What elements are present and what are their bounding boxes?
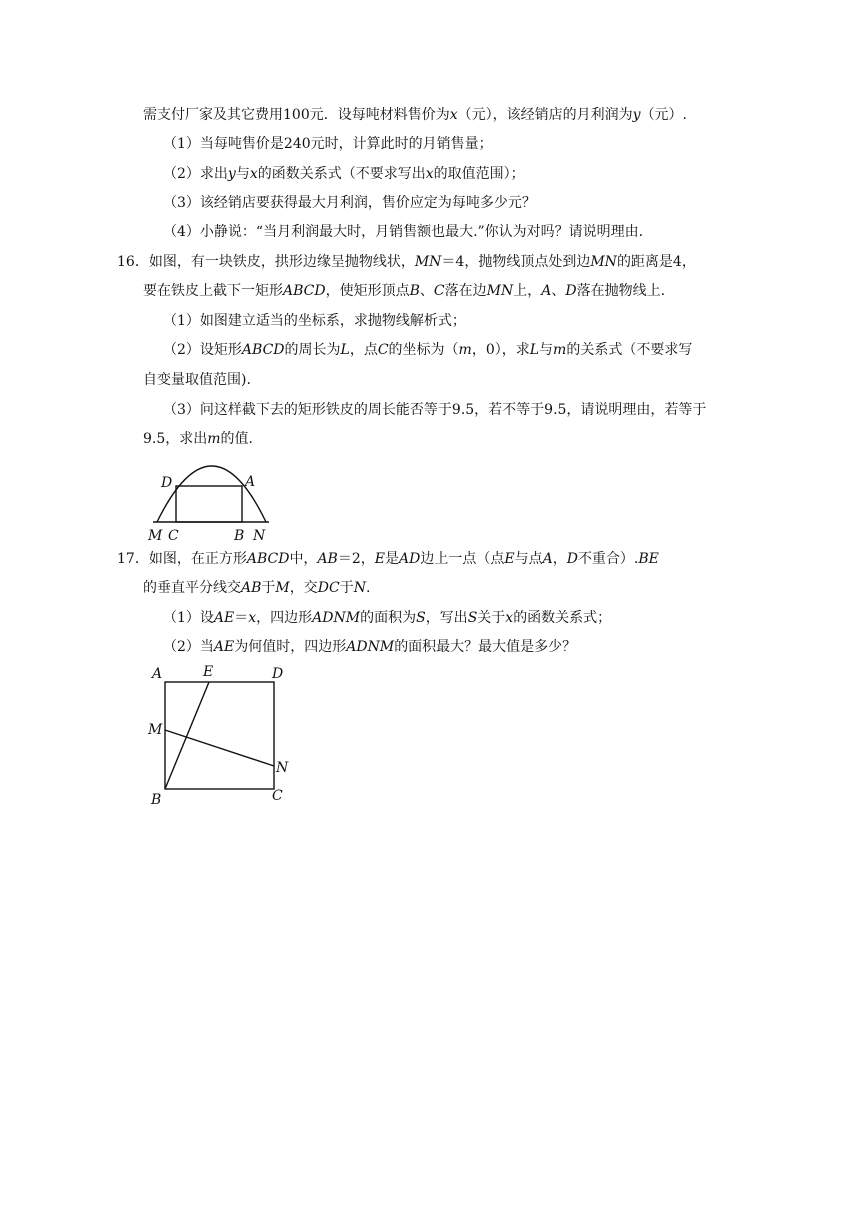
q15-part-1: （1）当每吨售价是240元时，计算此时的月销售量； (163, 136, 493, 152)
label-m: M (148, 722, 163, 738)
q16-part-3-line-1: （3）问这样截下去的矩形铁皮的周长能否等于9.5，若不等于9.5，请说明理由，若等于 (163, 402, 707, 418)
label-n: N (253, 528, 266, 544)
q15-part-4: （4）小静说：“当月利润最大时，月销售额也最大.”你认为对吗？请说明理由. (163, 224, 644, 240)
label-a: A (152, 666, 163, 682)
q16-part-2-line-1: （2）设矩形ABCD的周长为L，点C的坐标为（m，0），求L与m的关系式（不要求写 (163, 342, 693, 358)
q15-part-2: （2）求出y与x的函数关系式（不要求写出x的取值范围）； (163, 166, 525, 182)
label-d: D (161, 475, 173, 491)
rectangle-abcd (176, 486, 242, 522)
q15-part-3: （3）该经销店要获得最大月利润，售价应定为每吨多少元？ (163, 195, 536, 211)
label-b: B (234, 528, 245, 544)
label-m: M (148, 528, 163, 544)
label-d: D (272, 666, 284, 682)
q16-stem-line-2: 要在铁皮上截下一矩形ABCD，使矩形顶点B、C落在边MN上，A、D落在抛物线上. (143, 283, 666, 299)
q16-part-1: （1）如图建立适当的坐标系，求抛物线解析式； (163, 313, 466, 329)
q15-continuation: 需支付厂家及其它费用100元．设每吨材料售价为x（元），该经销店的月利润为y（元）. (143, 107, 688, 123)
q17-stem-line-1: 17．如图，在正方形ABCD中，AB＝2，E是AD边上一点（点E与点A，D不重合）.BE (117, 551, 659, 567)
q16-stem-line-1: 16．如图，有一块铁皮，拱形边缘呈抛物线状，MN＝4，抛物线顶点处到边MN的距离是4， (117, 254, 696, 270)
q16-part-2-line-2: 自变量取值范围). (143, 372, 251, 388)
label-c: C (272, 788, 283, 804)
label-b: B (151, 792, 162, 808)
q17-square-figure (145, 662, 295, 808)
label-c: C (168, 528, 179, 544)
q17-part-2: （2）当AE为何值时，四边形ADNM的面积最大？最大值是多少？ (163, 639, 577, 655)
q17-stem-line-2: 的垂直平分线交AB于M，交DC于N. (143, 580, 371, 596)
q17-part-1: （1）设AE＝x，四边形ADNM的面积为S，写出S关于x的函数关系式； (163, 610, 612, 626)
label-n: N (276, 760, 289, 776)
label-e: E (203, 664, 214, 680)
q16-parabola-figure (140, 454, 280, 546)
segment-be (165, 682, 209, 789)
q16-part-3-line-2: 9.5，求出m的值. (143, 431, 253, 447)
label-a: A (245, 474, 256, 490)
